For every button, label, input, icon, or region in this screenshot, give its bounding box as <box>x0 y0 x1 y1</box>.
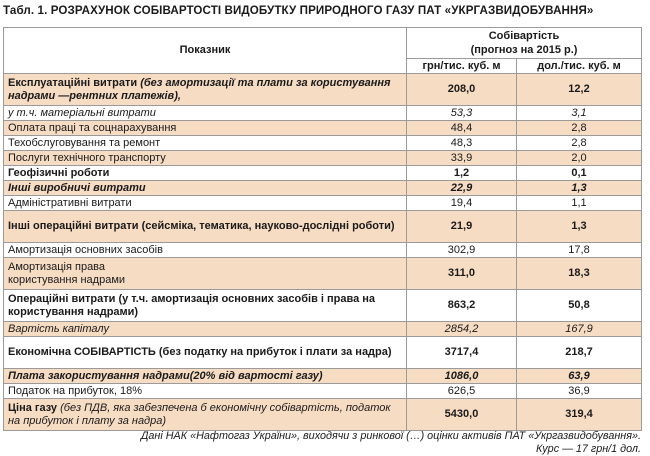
row-value-usd: 0,1 <box>517 166 642 181</box>
row-value-usd: 218,7 <box>517 337 642 369</box>
header-unit-uah: грн/тис. куб. м <box>407 59 517 74</box>
header-unit-usd: дол./тис. куб. м <box>517 59 642 74</box>
row-value-uah: 311,0 <box>407 258 517 290</box>
table-row <box>4 166 642 181</box>
row-value-uah: 302,9 <box>407 243 517 258</box>
row-label: Інші операційні витрати (сейсміка, тематика, науково-дослідні роботи) <box>4 211 407 243</box>
row-value-uah: 33,9 <box>407 151 517 166</box>
row-label: Геофізичні роботи <box>4 166 407 181</box>
row-value-usd: 1,1 <box>517 196 642 211</box>
row-label: Адміністративні витрати <box>4 196 407 211</box>
header-indicator: Показник <box>4 28 407 74</box>
row-value-usd: 167,9 <box>517 322 642 337</box>
table-row <box>4 211 642 243</box>
header-cost-line1: Собівартість <box>488 30 560 42</box>
source-note <box>141 430 641 456</box>
row-value-usd: 3,1 <box>517 106 642 121</box>
row-label: Інші виробничі витрати <box>4 181 407 196</box>
row-value-usd: 18,3 <box>517 258 642 290</box>
table-row <box>4 106 642 121</box>
table-row <box>4 337 642 369</box>
table-row <box>4 121 642 136</box>
table-row <box>4 322 642 337</box>
row-label: Плата закористування надрами(20% від вартості газу) <box>4 369 407 384</box>
row-value-uah: 22,9 <box>407 181 517 196</box>
row-label: Ціна газу (без ПДВ, яка забезпечена б економічну собівартість, податок на прибуток і плату за надра) <box>4 399 407 431</box>
table-row <box>4 196 642 211</box>
row-label: Послуги технічного транспорту <box>4 151 407 166</box>
row-value-usd: 63,9 <box>517 369 642 384</box>
table-row <box>4 258 642 290</box>
row-value-uah: 3717,4 <box>407 337 517 369</box>
table-row <box>4 384 642 399</box>
row-value-uah: 1086,0 <box>407 369 517 384</box>
source-note-line2: Курс — 17 грн/1 дол. <box>536 443 641 455</box>
row-value-uah: 208,0 <box>407 74 517 106</box>
row-label: у т.ч. матеріальні витрати <box>4 106 407 121</box>
source-note-line1: Дані НАК «Нафтогаз України», виходячи з ринкової (…) оцінки активів ПАТ «Укргазвидобування». <box>140 430 641 442</box>
row-label: Амортизація основних засобів <box>4 243 407 258</box>
row-label: Податок на прибуток, 18% <box>4 384 407 399</box>
row-value-uah: 19,4 <box>407 196 517 211</box>
row-label: Вартість капіталу <box>4 322 407 337</box>
table-row <box>4 151 642 166</box>
table-row <box>4 369 642 384</box>
row-value-usd: 319,4 <box>517 399 642 431</box>
header-row <box>4 28 642 59</box>
row-value-usd: 17,8 <box>517 243 642 258</box>
table-row <box>4 399 642 431</box>
row-label: Експлуатаційні витрати (без амортизації та плати за користування надрами —рентних платежів), <box>4 74 407 106</box>
row-value-uah: 53,3 <box>407 106 517 121</box>
row-label: Економічна СОБІВАРТІСТЬ (без податку на прибуток і плати за надра) <box>4 337 407 369</box>
table-row <box>4 243 642 258</box>
row-value-uah: 2854,2 <box>407 322 517 337</box>
row-value-uah: 21,9 <box>407 211 517 243</box>
row-value-usd: 2,0 <box>517 151 642 166</box>
row-label: Техобслуговування та ремонт <box>4 136 407 151</box>
cost-table <box>3 27 642 431</box>
row-value-usd: 12,2 <box>517 74 642 106</box>
table-row <box>4 290 642 322</box>
table-row <box>4 74 642 106</box>
row-value-usd: 36,9 <box>517 384 642 399</box>
row-label: Амортизація права користування надрами <box>4 258 407 290</box>
row-value-usd: 1,3 <box>517 181 642 196</box>
row-value-uah: 5430,0 <box>407 399 517 431</box>
row-label: Оплата праці та соцнарахування <box>4 121 407 136</box>
table-title: Табл. 1. РОЗРАХУНОК СОБІВАРТОСТІ ВИДОБУТКУ ПРИРОДНОГО ГАЗУ ПАТ «УКРГАЗВИДОБУВАННЯ» <box>3 4 594 17</box>
row-label: Операційні витрати (у т.ч. амортизація основних засобів і права на користування надрами) <box>4 290 407 322</box>
row-value-usd: 1,3 <box>517 211 642 243</box>
header-cost <box>407 28 642 59</box>
row-value-usd: 2,8 <box>517 121 642 136</box>
row-value-uah: 48,4 <box>407 121 517 136</box>
header-cost-line2: (прогноз на 2015 р.) <box>470 44 578 56</box>
row-value-usd: 50,8 <box>517 290 642 322</box>
row-value-uah: 626,5 <box>407 384 517 399</box>
row-value-usd: 2,8 <box>517 136 642 151</box>
row-value-uah: 1,2 <box>407 166 517 181</box>
table-row <box>4 181 642 196</box>
table-row <box>4 136 642 151</box>
row-value-uah: 48,3 <box>407 136 517 151</box>
row-value-uah: 863,2 <box>407 290 517 322</box>
